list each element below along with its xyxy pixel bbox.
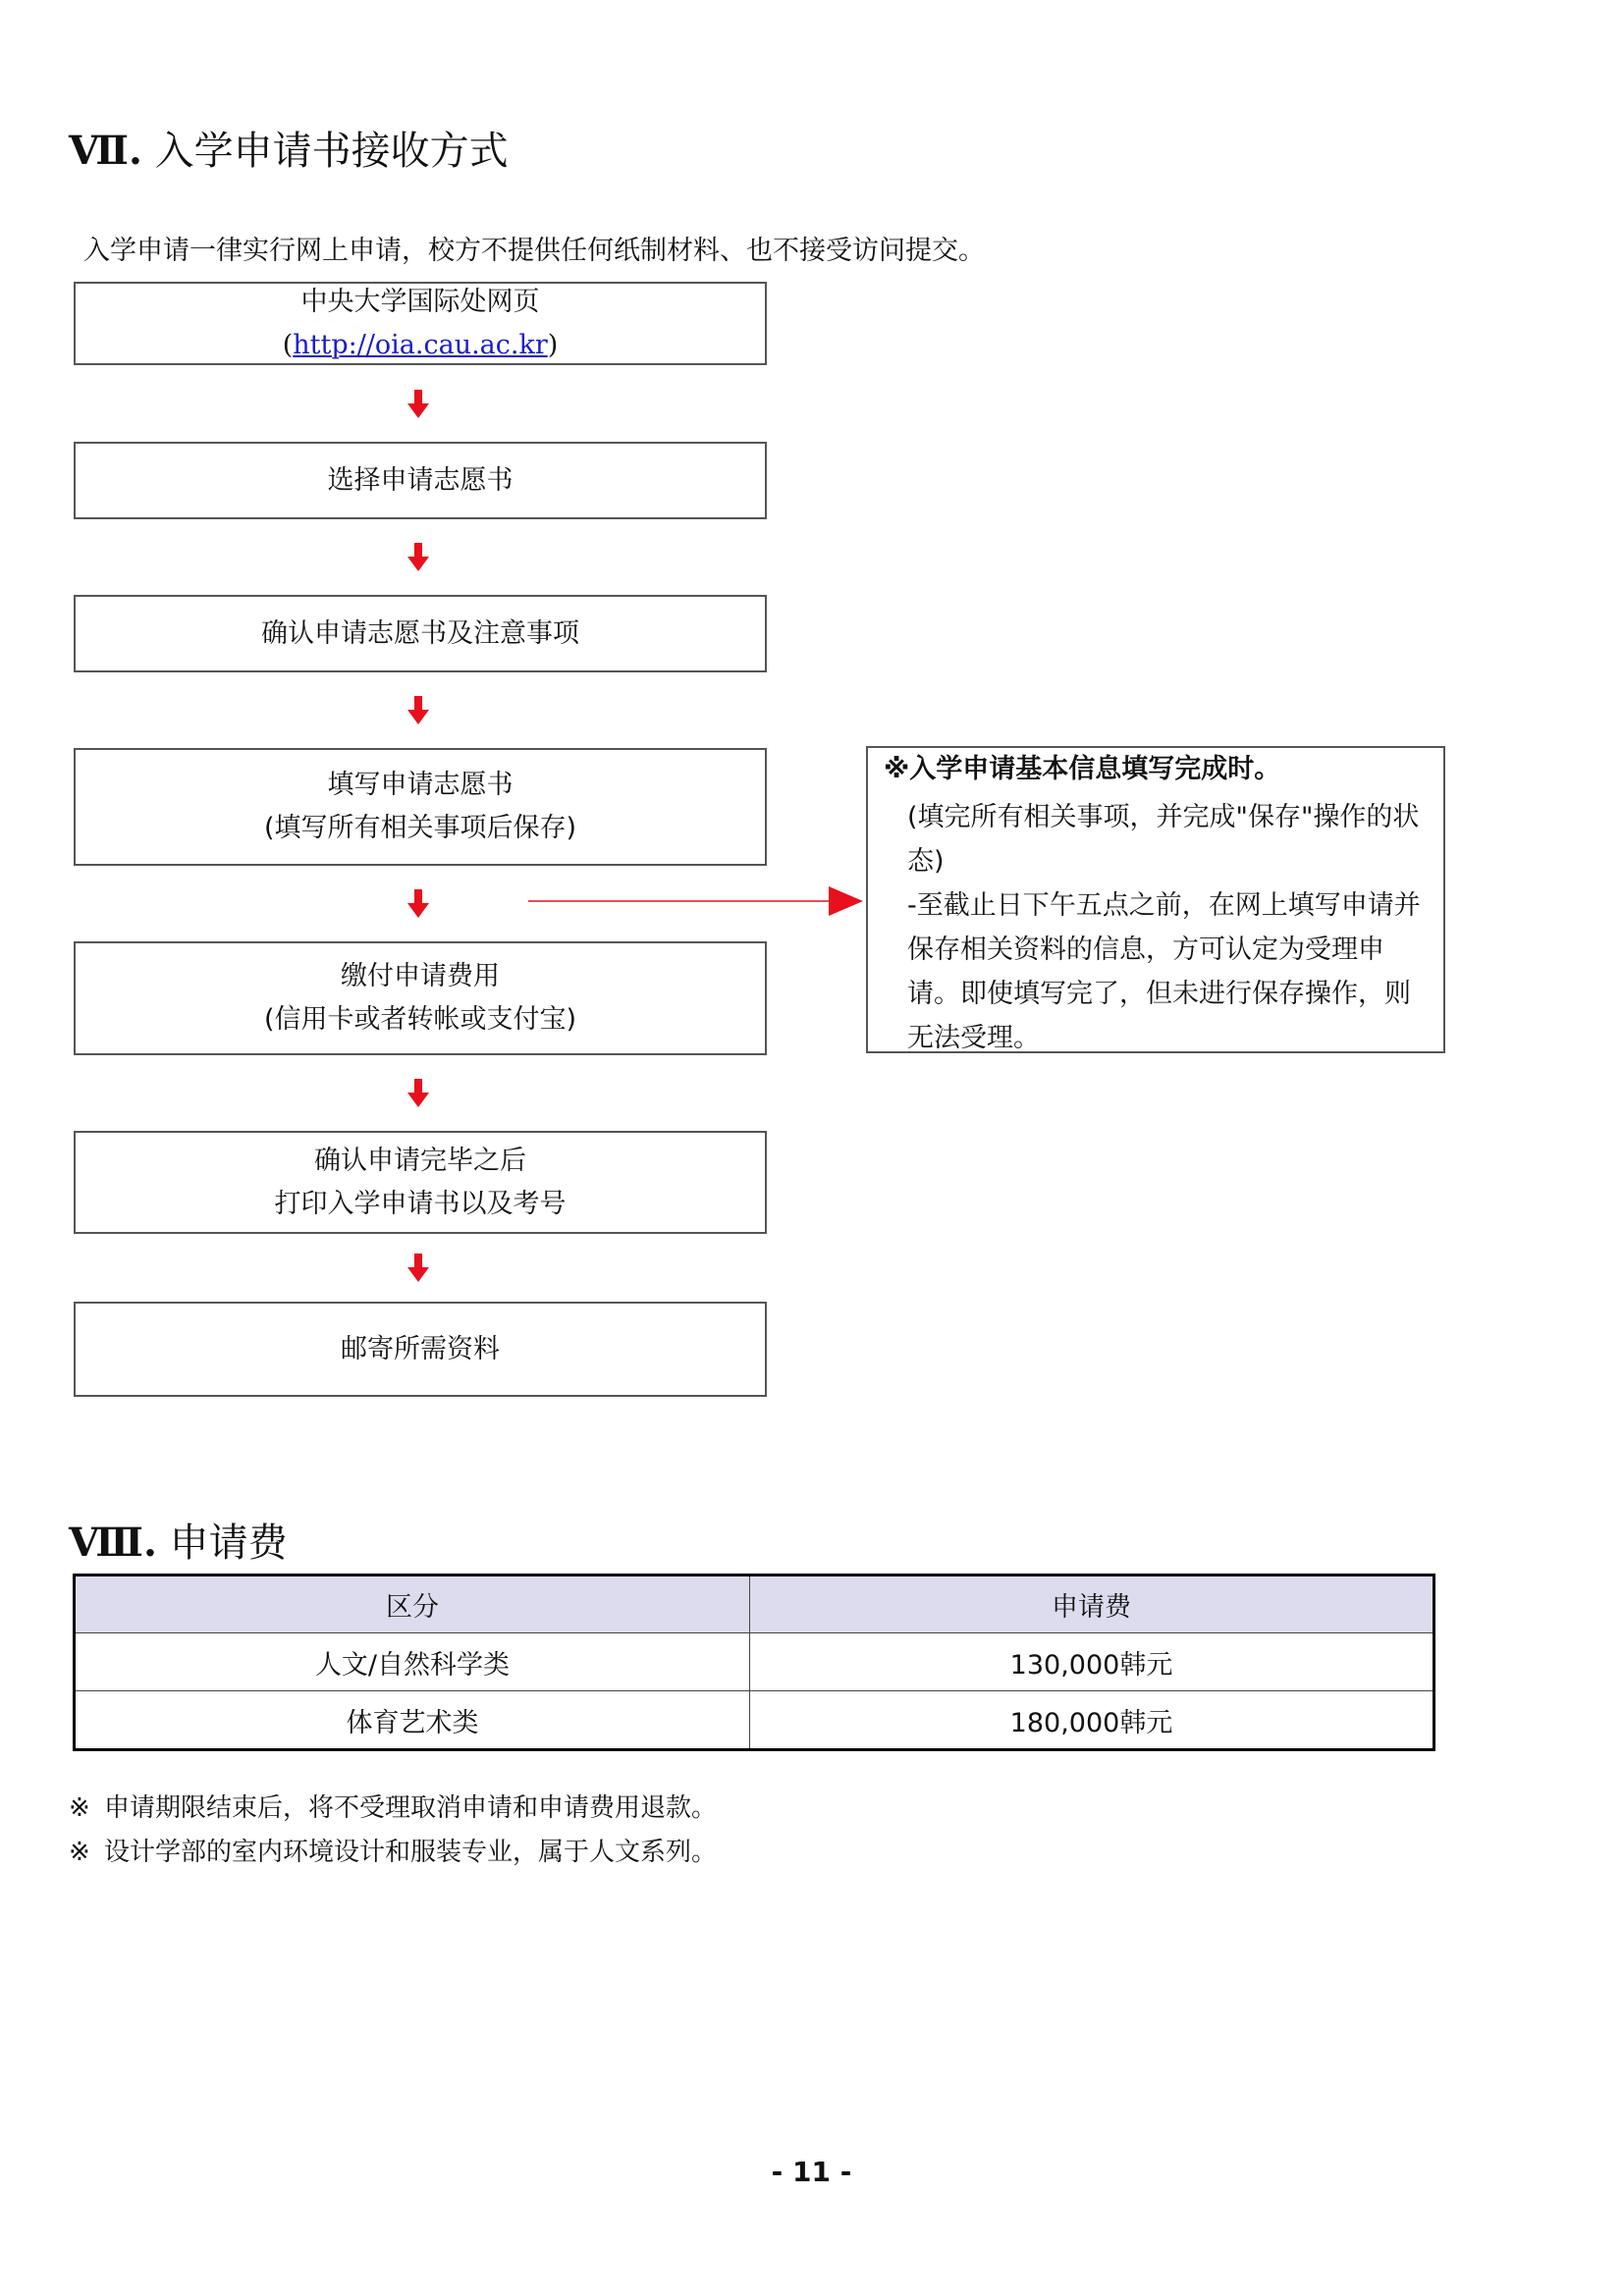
note-paragraph-status: (填完所有相关事项，并完成"保存"操作的状态) (907, 802, 1420, 877)
flow-step-confirm-notes-label: 确认申请志愿书及注意事项 (261, 617, 579, 649)
table-cell-fee: 130,000韩元 (750, 1633, 1434, 1691)
flow-step-pay-fee-detail: (信用卡或者转帐或支付宝) (263, 1004, 577, 1035)
section-8-title (69, 1512, 288, 1568)
footnote-text: 设计学部的室内环境设计和服装专业，属于人文系列。 (104, 1838, 718, 1867)
flow-step-print-application-label: 确认申请完毕之后 (314, 1145, 526, 1176)
flow-step-mail-documents (74, 1302, 767, 1397)
flow-down-arrow-icon (406, 543, 430, 572)
footnote-mark: ※ (69, 1793, 90, 1823)
flow-down-arrow-icon (406, 696, 430, 725)
url-close-paren: ) (547, 329, 559, 360)
flow-step-confirm-notes (74, 595, 767, 672)
flow-step-pay-fee-label: 缴付申请费用 (341, 961, 500, 991)
table-header-category: 区分 (75, 1575, 750, 1633)
application-note-box (866, 746, 1445, 1053)
flow-step-mail-documents-label: 邮寄所需资料 (341, 1333, 500, 1364)
footnote-text: 申请期限结束后，将不受理取消申请和申请费用退款。 (104, 1793, 718, 1823)
note-title: ※入学申请基本信息填写完成时。 (884, 754, 1281, 784)
footnote-item (69, 1787, 717, 1831)
note-body (907, 795, 1428, 1060)
footnote-item (69, 1831, 717, 1875)
section-8-heading: 申请费 (169, 1521, 288, 1566)
flow-step-print-application-detail: 打印入学申请书以及考号 (274, 1188, 567, 1219)
footnotes (69, 1787, 717, 1875)
table-cell-fee: 180,000韩元 (750, 1691, 1434, 1750)
table-header-fee: 申请费 (750, 1575, 1434, 1633)
flow-down-arrow-icon (406, 390, 430, 419)
flow-step-select-application (74, 442, 767, 519)
flow-step-website-url-line (283, 324, 559, 367)
table-row (75, 1691, 1434, 1750)
section-7-intro: 入学申请一律实行网上申请，校方不提供任何纸制材料、也不接受访问提交。 (83, 236, 985, 266)
application-fee-table (73, 1574, 1435, 1751)
section-7-numeral: Ⅶ. (69, 128, 142, 174)
table-row (75, 1633, 1434, 1691)
flow-step-fill-application-detail: (填写所有相关事项后保存) (263, 813, 577, 843)
url-open-paren: ( (282, 329, 294, 360)
section-7-heading: 入学申请书接收方式 (154, 129, 509, 174)
table-header-row (75, 1575, 1434, 1633)
table-cell-category: 体育艺术类 (75, 1691, 750, 1750)
flow-down-arrow-icon (406, 1079, 430, 1108)
flow-side-arrow-icon (528, 885, 864, 917)
note-paragraph-deadline: -至截止日下午五点之前，在网上填写申请并保存相关资料的信息，方可认定为受理申请。即使填写完了，但未进行保存操作，则无法受理。 (907, 890, 1421, 1053)
flow-down-arrow-icon (406, 1254, 430, 1283)
page-number: - 11 - (771, 2156, 852, 2188)
flow-step-website-label: 中央大学国际处网页 (300, 286, 540, 317)
flow-step-fill-application (74, 748, 767, 866)
flow-step-website (74, 282, 767, 365)
flow-step-print-application (74, 1131, 767, 1234)
section-8-numeral: Ⅷ. (69, 1520, 157, 1566)
flow-step-select-application-label: 选择申请志愿书 (327, 464, 514, 496)
section-7-title (69, 120, 509, 176)
flow-down-arrow-icon (406, 889, 430, 919)
footnote-mark: ※ (69, 1838, 90, 1867)
website-url-link[interactable]: http://oia.cau.ac.kr (293, 329, 548, 360)
table-cell-category: 人文/自然科学类 (75, 1633, 750, 1691)
flow-step-fill-application-label: 填写申请志愿书 (327, 770, 514, 800)
flow-step-pay-fee (74, 941, 767, 1055)
